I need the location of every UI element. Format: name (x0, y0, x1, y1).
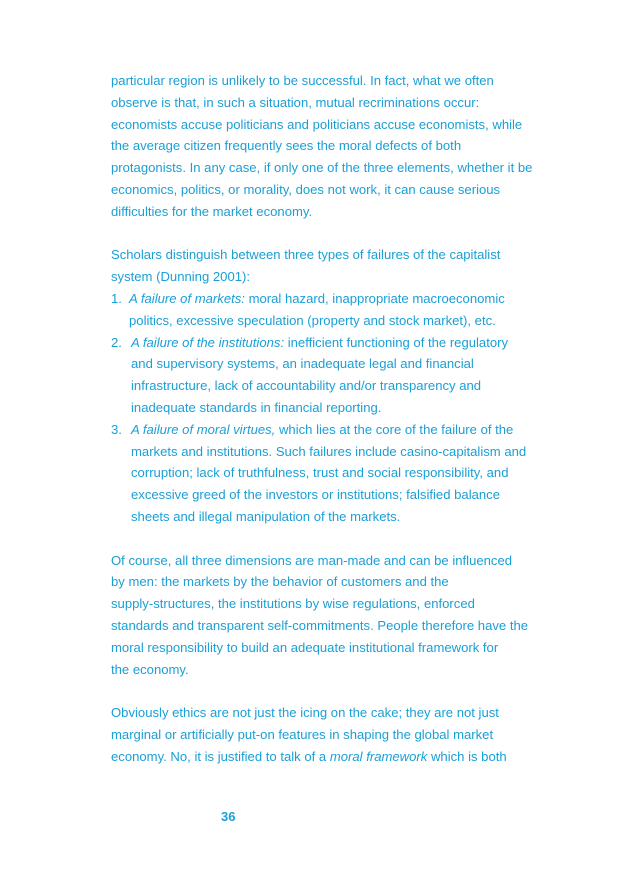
text-line: economists accuse politicians and politicians accuse economists, while (111, 116, 523, 132)
text-line: supply-structures, the institutions by wise regulations, enforced (111, 596, 475, 612)
text-line: protagonists. In any case, if only one of the three elements, whether it be (111, 160, 533, 176)
paragraph-3 (111, 550, 581, 681)
document-page (111, 70, 581, 768)
text-line: and supervisory systems, an inadequate legal and financial (131, 356, 474, 372)
text-line: moral responsibility to build an adequate institutional framework for (111, 639, 499, 655)
paragraph-4 (111, 702, 581, 767)
list-item (111, 419, 581, 528)
text-line: standards and transparent self-commitments. People therefore have the (111, 617, 529, 633)
text-line: Obviously ethics are not just the icing on the cake; they are not just (111, 705, 499, 721)
text-line: observe is that, in such a situation, mutual recriminations occur: (111, 94, 480, 110)
text-line: system (Dunning 2001): (111, 269, 251, 285)
text-line: the economy. (111, 661, 189, 677)
text-line: economics, politics, or morality, does not work, it can cause serious (111, 181, 501, 197)
list-item-number: 2. (111, 334, 122, 350)
list-item-first-text: which lies at the core of the failure of the (275, 421, 514, 437)
list-item-term: A failure of the institutions: (131, 334, 285, 350)
paragraph-spacer (111, 528, 581, 550)
text-segment: economy. No, it is justified to talk of a (111, 748, 330, 764)
list-item-first-text: moral hazard, inappropriate macroeconomic (244, 290, 505, 306)
emphasized-term: moral framework (329, 748, 428, 764)
text-line: particular region is unlikely to be successful. In fact, what we often (111, 73, 494, 88)
text-segment: which is both (427, 748, 507, 764)
list-item-term: A failure of moral virtues, (131, 421, 276, 437)
list-item-term: A failure of markets: (129, 290, 245, 306)
text-line: Scholars distinguish between three types of failures of the capitalist (111, 247, 501, 263)
page-number: 36 (221, 809, 236, 824)
paragraph-spacer (111, 680, 581, 702)
list-item (111, 288, 581, 332)
list-item-number: 3. (111, 421, 122, 437)
text-line: excessive greed of the investors or institutions; falsified balance (131, 487, 501, 503)
text-line: difficulties for the market economy. (111, 203, 313, 219)
text-line: marginal or artificially put-on features in shaping the global market (111, 726, 494, 742)
text-line: infrastructure, lack of accountability and/or transparency and (131, 378, 482, 394)
paragraph-1 (111, 70, 581, 223)
text-line: sheets and illegal manipulation of the markets. (131, 508, 401, 524)
text-line: inadequate standards in financial reporting. (131, 399, 382, 415)
paragraph-spacer (111, 223, 581, 245)
list-item-first-line (131, 419, 581, 441)
text-line: markets and institutions. Such failures include casino-capitalism and (131, 443, 527, 459)
list-item-first-text: inefficient functioning of the regulatory (284, 334, 509, 350)
text-line: the average citizen frequently sees the moral defects of both (111, 138, 462, 154)
text-line: corruption; lack of truthfulness, trust and social responsibility, and (131, 465, 509, 481)
text-line: politics, excessive speculation (property and stock market), etc. (129, 312, 496, 328)
list-item (111, 332, 581, 419)
list-item-first-line (131, 332, 581, 354)
list-item-number: 1. (111, 290, 122, 306)
paragraph-2 (111, 244, 581, 288)
failure-types-list (111, 288, 581, 528)
list-item-first-line (129, 288, 581, 310)
text-line-with-emphasis (111, 746, 581, 768)
text-line: by men: the markets by the behavior of customers and the (111, 574, 449, 590)
text-line: Of course, all three dimensions are man-made and can be influenced (111, 552, 513, 568)
